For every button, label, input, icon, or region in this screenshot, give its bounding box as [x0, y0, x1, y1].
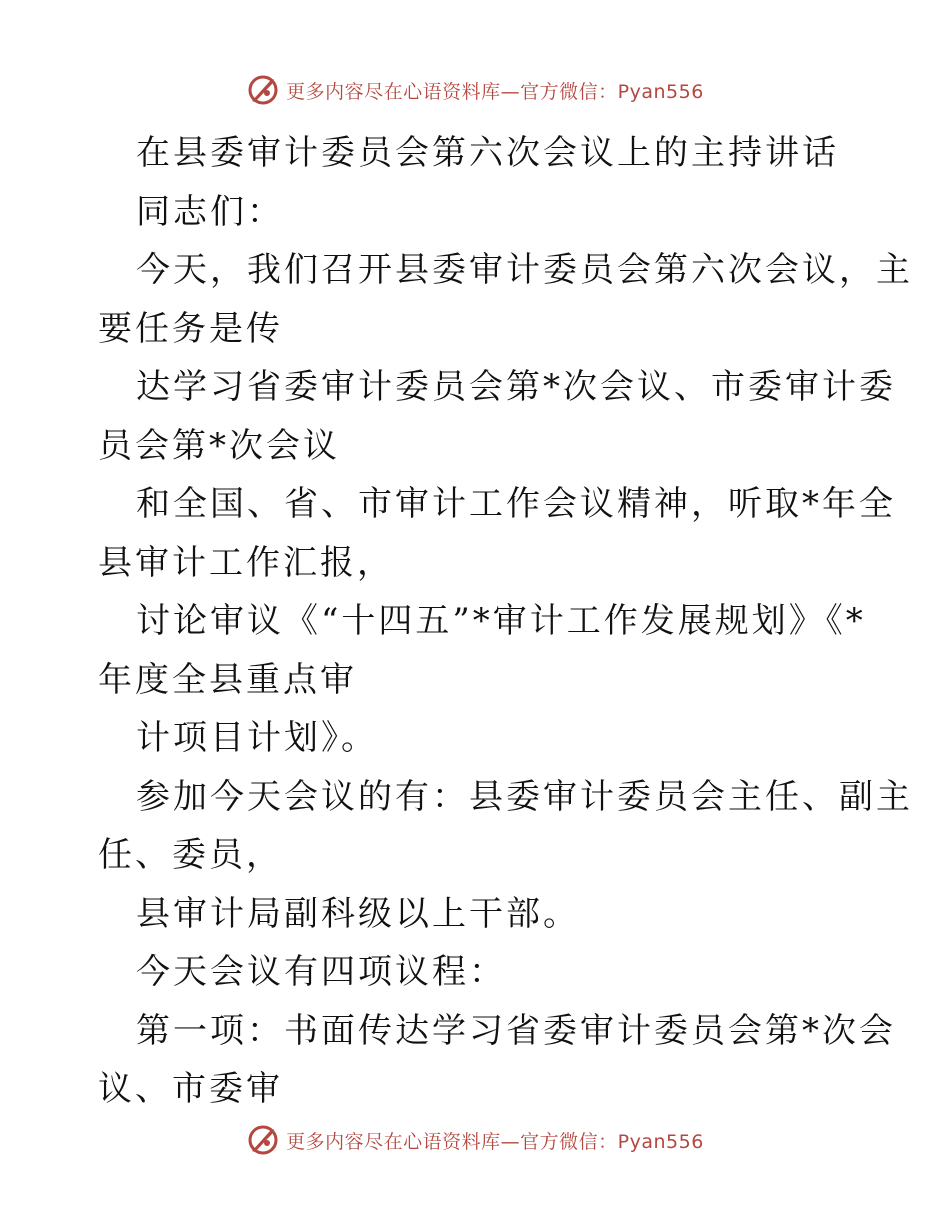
paragraph-line: 任、委员， — [98, 835, 283, 875]
paragraph-line: 年度全县重点审 — [98, 659, 357, 700]
paragraph-line: 今天会议有四项议程： — [136, 952, 506, 992]
header-watermark-banner — [0, 70, 950, 110]
document-title: 在县委审计委员会第六次会议上的主持讲话 — [136, 133, 839, 173]
paragraph-line: 达学习省委审计委员会第*次会议、市委审计委 — [136, 367, 896, 407]
quill-logo-icon — [246, 73, 280, 107]
paragraph-line: 和全国、省、市审计工作会议精神，听取*年全 — [136, 484, 896, 524]
document-body — [98, 124, 913, 1119]
paragraph-line: 县审计局副科级以上干部。 — [136, 893, 580, 934]
paragraph-line: 第一项：书面传达学习省委审计委员会第*次会 — [136, 1010, 896, 1051]
paragraph-line: 今天，我们召开县委审计委员会第六次会议，主 — [136, 250, 913, 290]
header-watermark-text: 更多内容尽在心语资料库—官方微信：Pyan556 — [286, 80, 704, 103]
quill-logo-icon — [246, 1123, 280, 1157]
paragraph-line: 员会第*次会议 — [98, 425, 340, 466]
footer-watermark-text: 更多内容尽在心语资料库—官方微信：Pyan556 — [286, 1130, 704, 1153]
footer-watermark-banner — [0, 1120, 950, 1160]
paragraph-line: 参加今天会议的有：县委审计委员会主任、副主 — [136, 776, 913, 817]
paragraph-line: 议、市委审 — [98, 1069, 283, 1109]
paragraph-line: 计项目计划》。 — [136, 718, 378, 758]
paragraph-line: 讨论审议《“十四五”*审计工作发展规划》《* — [136, 601, 866, 641]
paragraph-line: 县审计工作汇报， — [98, 542, 394, 583]
paragraph-line: 要任务是传 — [98, 308, 283, 349]
paragraph-line: 同志们： — [136, 191, 284, 232]
